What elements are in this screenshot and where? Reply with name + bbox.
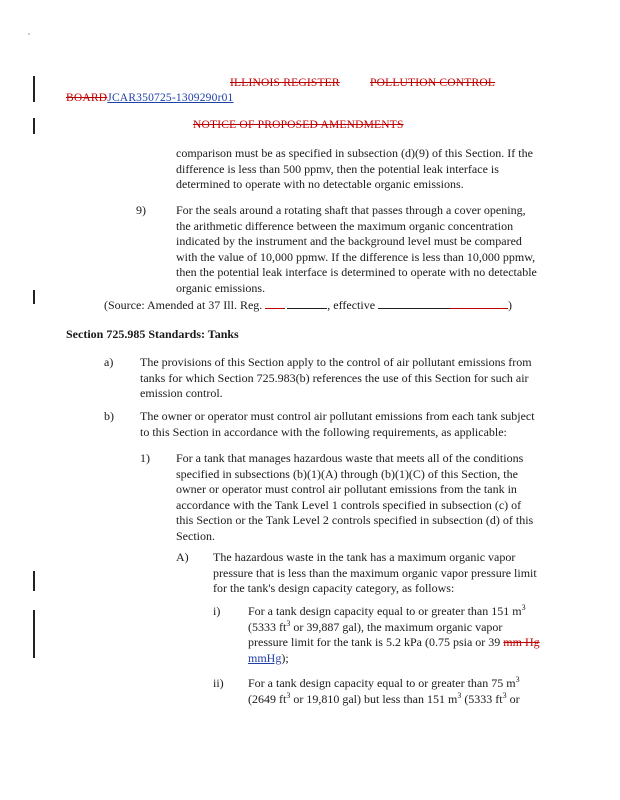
notice-title-deleted: NOTICE OF PROPOSED AMENDMENTS xyxy=(193,119,404,131)
subsection-ii-label: ii) xyxy=(213,676,224,690)
subsection-b-text: The owner or operator must control air pollutant emissions from each tank subject to this Section in accordance with the following requirements, as applicable: xyxy=(140,409,535,439)
change-bar-source xyxy=(33,290,35,304)
agency-name-deleted: POLLUTION CONTROL xyxy=(370,77,496,89)
subsection-b1a-label: A) xyxy=(176,550,189,564)
subsection-b1-text: For a tank that manages hazardous waste that meets all of the conditions specified in subsections (b)(1)(A) through (b)(1)(C) of this Section, the owner or operator must control air pollutant emissions from the tank in accordance with the Tank Level 1 controls specified in subsection (c) of this Section or the Tank Level 2 controls specified in subsection (d) of this Section. xyxy=(176,451,534,543)
subsection-ii-line-2a: (2649 ft xyxy=(248,691,287,706)
subsection-ii-line-2c: (5333 ft xyxy=(461,691,503,706)
doc-id-inserted: JCAR350725-1309290r01 xyxy=(107,92,234,104)
subsection-i-label: i) xyxy=(213,604,221,618)
register-title-deleted: ILLINOIS REGISTER xyxy=(230,77,340,89)
subsection-ii-line-1: For a tank design capacity equal to or greater than 75 m xyxy=(248,676,516,690)
superscript-cubed: 3 xyxy=(521,603,526,612)
source-reg-blank-deleted xyxy=(265,308,285,309)
source-end: ) xyxy=(508,298,513,312)
subsection-ii-line-2b: or 19,810 gal) but less than 151 m xyxy=(290,691,458,706)
subsection-b1-label: 1) xyxy=(140,451,150,465)
subsection-i-line-2b: or 39,887 gal), the maximum organic vapor xyxy=(290,619,503,634)
section-heading: Section 725.985 Standards: Tanks xyxy=(66,327,239,341)
subsection-ii-text xyxy=(248,676,540,707)
unit-inserted: mmHg xyxy=(248,650,282,665)
subsection-i-line-1: For a tank design capacity equal to or greater than 151 m xyxy=(248,604,522,618)
header-line-2 xyxy=(66,92,234,104)
subsection-i-tail: ); xyxy=(281,650,289,665)
superscript-cubed: 3 xyxy=(286,618,291,628)
source-reg-blank xyxy=(287,308,327,309)
subsection-a-text: The provisions of this Section apply to the control of air pollutant emissions from tanks for which Section 725.983(b) references the use of this Section for such air emission control. xyxy=(140,355,532,400)
item-9-text: For the seals around a rotating shaft that passes through a cover opening, the arithmetic difference between the maximum organic concentration indicated by the instrument and the background level must be compared with the value of 10,000 ppmw. If the difference is less than 10,000 ppmw, then the potential leak interface is determined to operate with no detectable organic emissions. xyxy=(176,203,537,295)
source-prefix: (Source: Amended at 37 Ill. Reg. xyxy=(104,298,263,312)
superscript-cubed: 3 xyxy=(502,690,507,700)
carryover-paragraph: comparison must be as specified in subsection (d)(9) of this Section. If the difference is less than 500 ppmv, then the potential leak interface is determined to operate with no detectable organic emissions. xyxy=(176,146,533,191)
subsection-i-line-2a: (5333 ft xyxy=(248,619,287,634)
subsection-ii-line-2d: or xyxy=(506,691,520,706)
source-mid: , effective xyxy=(327,298,376,312)
subsection-b1a-text: The hazardous waste in the tank has a maximum organic vapor pressure that is less than the maximum organic vapor pressure limit for the tank's design capacity category, as follows: xyxy=(213,550,537,595)
board-deleted: BOARD xyxy=(66,92,108,104)
unit-deleted: mm Hg xyxy=(503,635,540,649)
subsection-i-text xyxy=(248,604,540,666)
change-bar-subsection-a xyxy=(33,571,35,591)
superscript-cubed: 3 xyxy=(457,690,462,700)
change-bar-header xyxy=(33,76,35,102)
source-date-blank-deleted xyxy=(450,308,508,309)
change-bar-notice xyxy=(33,118,35,134)
subsection-b-label: b) xyxy=(104,409,114,423)
subsection-a-label: a) xyxy=(104,355,114,369)
superscript-cubed: 3 xyxy=(286,690,291,700)
change-bar-subsection-i xyxy=(33,610,35,658)
subsection-i-line-3: pressure limit for the tank is 5.2 kPa (0.75 psia or 39 xyxy=(248,635,501,649)
source-date-blank xyxy=(378,308,450,309)
source-note xyxy=(104,298,512,314)
item-9-label: 9) xyxy=(136,203,146,217)
superscript-cubed: 3 xyxy=(515,675,520,684)
scan-speck xyxy=(28,33,30,35)
